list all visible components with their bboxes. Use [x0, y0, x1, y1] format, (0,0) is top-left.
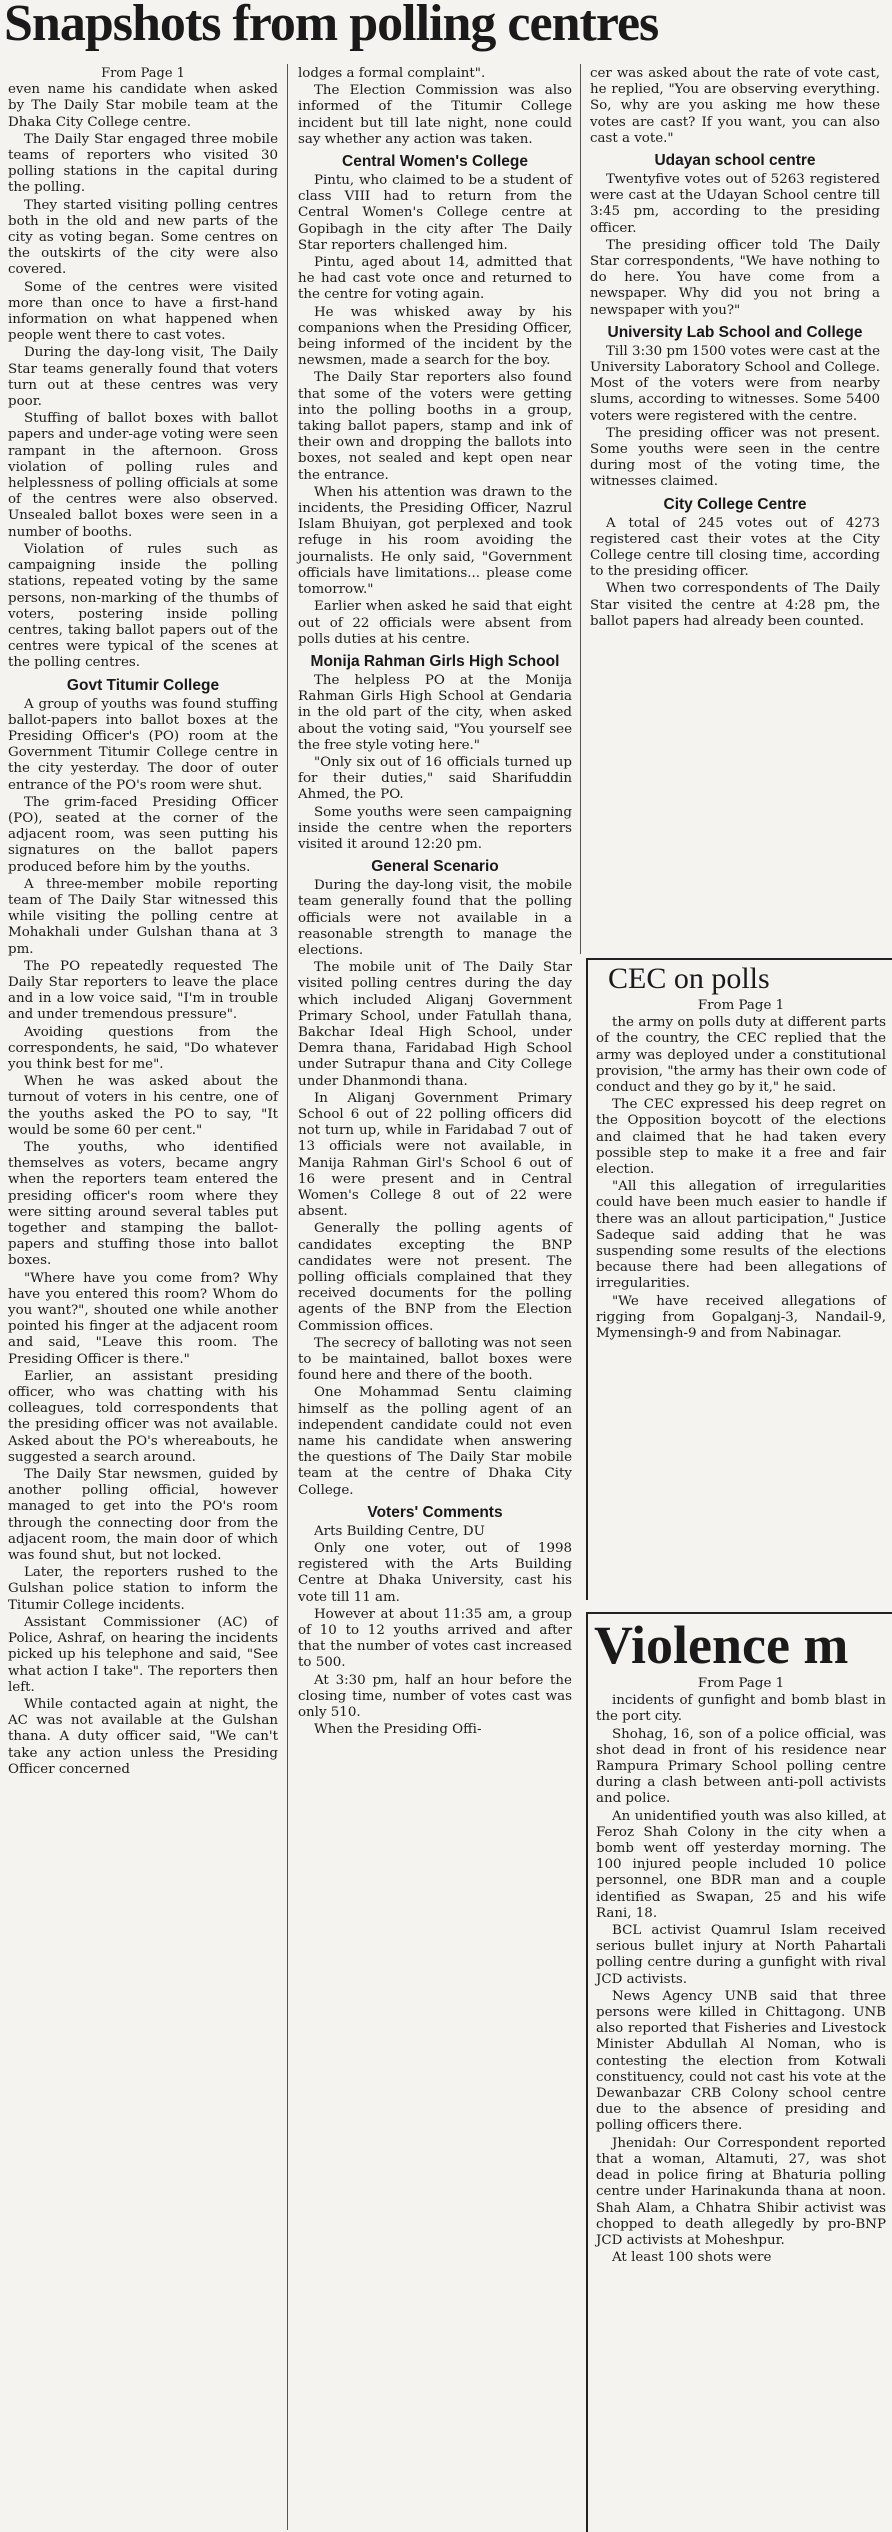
- paragraph: lodges a formal complaint".: [298, 66, 486, 81]
- paragraph: The grim-faced Presiding Officer (PO), seated at the corner of the adjacent room, was seen putting his signatures on the ballot papers produced before him by the youths.: [8, 794, 278, 875]
- subheading: Govt Titumir College: [66, 676, 220, 694]
- subheading: City College Centre: [663, 495, 807, 513]
- paragraph: incidents of gunfight and bomb blast in the port city.: [596, 1693, 886, 1725]
- cec-on-polls-article: [586, 958, 892, 1600]
- paragraph: However at about 11:35 am, a group of 10 to 12 youths arrived and after that the number of votes cast increased to 500.: [298, 1606, 572, 1671]
- article-headline: CEC on polls: [608, 962, 770, 995]
- paragraph: The Daily Star engaged three mobile teams of reporters who visited 30 polling stations in the capital during the polling.: [8, 131, 278, 196]
- paragraph: News Agency UNB said that three persons were killed in Chittagong. UNB also reported that Fisheries and Livestock Minister Abdullah Al Noman, who is contesting the election from Kotwali constituency, could not cast his vote at the Dewanbazar CRB Colony school centre due to the absence of presiding and polling officers there.: [596, 1988, 886, 2134]
- paragraph: "We have received allegations of rigging from Gopalganj-3, Nandail-9, Mymensingh-9 and from Nabinagar.: [596, 1293, 886, 1342]
- paragraph: The secrecy of balloting was not seen to be maintained, ballot boxes were found here and there of the booth.: [298, 1335, 572, 1384]
- paragraph: At least 100 shots were: [612, 2250, 772, 2266]
- column-rule: [287, 64, 288, 2530]
- paragraph: Assistant Commissioner (AC) of Police, Ashraf, on hearing the incidents picked up his telephone and said, "See what action I take". The reporters then left.: [8, 1614, 278, 1695]
- paragraph: "Where have you come from? Why have you entered this room? Whom do you want?", shouted one while another pointed his finger at the adjacent room and said, "Leave this room. The Presiding Officer is there.": [8, 1270, 278, 1367]
- paragraph: He was whisked away by his companions when the Presiding Officer, being informed of the incident by the newsmen, made a search for the boy.: [298, 304, 572, 369]
- paragraph: "Only six out of 16 officials turned up for their duties," said Sharifuddin Ahmed, the PO.: [298, 754, 572, 803]
- paragraph: Shohag, 16, son of a police official, was shot dead in front of his residence near Rampura Primary School polling centre during a clash between anti-poll activists and police.: [596, 1726, 886, 1807]
- paragraph: The Daily Star reporters also found that some of the voters were getting into the polling booths in a group, taking ballot papers, stamp and ink of their own and dropping the ballots into boxes, not sealed and kept open near the entrance.: [298, 370, 572, 483]
- paragraph: Till 3:30 pm 1500 votes were cast at the University Laboratory School and College. Most of the voters were from nearby slums, according to witnesses. Some 5400 voters were registered with the centre.: [590, 343, 880, 424]
- paragraph: Earlier, an assistant presiding officer, who was chatting with his colleagues, told correspondents that the presiding officer was not available. Asked about the PO's whereabouts, he suggested a search around.: [8, 1368, 278, 1465]
- article-column-2: [298, 66, 572, 1740]
- paragraph: The PO repeatedly requested The Daily Star reporters to leave the place and in a low voice said, "I'm in trouble and under tremendous pressure".: [8, 958, 278, 1023]
- paragraph: The Daily Star newsmen, guided by another polling official, however managed to get into the PO's room through the connecting door from the adjacent room, the main door of which was found shut, but not locked.: [8, 1467, 278, 1564]
- paragraph: Jhenidah: Our Correspondent reported that a woman, Altamuti, 27, was shot dead in police firing at Bhaturia polling centre under Harinakunda thana at noon. Shah Alam, a Chhatra Shibir activist was chopped to death allegedly by pro-BNP JCD activists at Moheshpur.: [596, 2135, 886, 2248]
- paragraph: The mobile unit of The Daily Star visited polling centres during the day which included Aliganj Government Primary School, under Fatullah thana, Bakchar Ideal High School, under Demra thana, Faridabad High School under Sutrapur thana and City College under Dhanmondi thana.: [298, 960, 572, 1089]
- continued-from: From Page 1: [101, 66, 185, 81]
- paragraph: While contacted again at night, the AC was not available at the Gulshan thana. A duty officer said, "We can't take any action unless the Presiding Officer concerned: [8, 1696, 278, 1777]
- paragraph: The youths, who identified themselves as voters, became angry when the reporters team entered the presiding officer's room where they were sitting around several tables put together and stamping the ballot-papers and stuffing those into ballot boxes.: [8, 1140, 278, 1269]
- column-rule: [580, 64, 581, 954]
- paragraph: Pintu, who claimed to be a student of class VIII had to return from the Central Women's College centre at Gopibagh in the city after The Daily Star reporters challenged him.: [298, 173, 572, 253]
- paragraph: A three-member mobile reporting team of The Daily Star witnessed this while visiting the polling centre at Mohakhali under Gulshan thana at 3 pm.: [8, 876, 278, 957]
- paragraph: They started visiting polling centres both in the old and new parts of the city as voting began. Some centres on the outskirts of the city were also covered.: [8, 197, 278, 278]
- paragraph: The presiding officer was not present. Some youths were seen in the centre during most of the voting time, the witnesses claimed.: [590, 425, 880, 490]
- paragraph: In Aliganj Government Primary School 6 out of 22 polling officers did not turn up, while in Faridabad 7 out of 13 officials were not available, in Manija Rahman Girl's School 6 out of 16 were present and in Central Women's College 8 out of 22 were absent.: [298, 1090, 572, 1220]
- paragraph: A group of youths was found stuffing ballot-papers into ballot boxes at the Presiding Officer's (PO) room at the Government Titumir College centre in the city yesterday. The door of outer entrance of the PO's room were shut.: [8, 696, 278, 793]
- paragraph: The Election Commission was also informed of the Titumir College incident but till late night, none could say whether any action was taken.: [298, 83, 572, 147]
- article-column-3: [590, 66, 880, 631]
- paragraph: A total of 245 votes out of 4273 registered cast their votes at the City College centre till closing time, according to the presiding officer.: [590, 515, 880, 580]
- paragraph: Only one voter, out of 1998 registered with the Arts Building Centre at Dhaka University, cast his vote till 11 am.: [298, 1541, 572, 1605]
- paragraph: One Mohammad Sentu claiming himself as the polling agent of an independent candidate could not even name his candidate when answering the questions of The Daily Star mobile team at the centre of Dhaka City College.: [298, 1385, 572, 1498]
- subheading: University Lab School and College: [607, 323, 863, 341]
- paragraph: An unidentified youth was also killed, at Feroz Shah Colony in the city when a bomb went off yesterday morning. The 100 injured people included 10 police personnel, one BDR man and a couple identified as Swapan, 25 and his wife Rani, 18.: [596, 1808, 886, 1921]
- paragraph: During the day-long visit, The Daily Star teams generally found that voters turn out at these centres was very poor.: [8, 345, 278, 410]
- continued-from: From Page 1: [697, 998, 785, 1013]
- subheading: Monija Rahman Girls High School: [310, 652, 560, 670]
- paragraph: When the Presiding Offi-: [314, 1722, 482, 1738]
- paragraph: Generally the polling agents of candidates excepting the BNP candidates were not present. The polling officials complained that they received documents for the polling agents of the BNP from the Election Commission offices.: [298, 1221, 572, 1334]
- continued-from: From Page 1: [697, 1676, 785, 1691]
- paragraph: Avoiding questions from the correspondents, he said, "Do whatever you think best for me".: [8, 1024, 278, 1072]
- paragraph: During the day-long visit, the mobile team generally found that the polling officials were not available in a reasonable strength to manage the elections.: [298, 878, 572, 958]
- article-column-1: [8, 66, 278, 1779]
- subheading: General Scenario: [371, 858, 499, 876]
- subheading: Voters' Comments: [367, 1503, 503, 1521]
- paragraph: BCL activist Quamrul Islam received serious bullet injury at North Pahartali polling centre during a gunfight with rival JCD activists.: [596, 1923, 886, 1987]
- paragraph: Arts Building Centre, DU: [314, 1523, 485, 1539]
- paragraph: Twentyfive votes out of 5263 registered were cast at the Udayan School centre till 3:45 pm, according to the presiding officer.: [590, 172, 880, 236]
- paragraph: the army on polls duty at different parts of the country, the CEC replied that the army was deployed under a constitutional provision, "the army has their own code of conduct and they go by it," he said.: [596, 1015, 886, 1096]
- article-headline: Violence m: [594, 1615, 849, 1675]
- paragraph: Pintu, aged about 14, admitted that he had cast vote once and returned to the centre for voting again.: [298, 255, 572, 303]
- paragraph: When his attention was drawn to the incidents, the Presiding Officer, Nazrul Islam Bhuiyan, got perplexed and took refuge in his room avoiding the journalists. He only said, "Government officials have limitations... please come tomorrow.": [298, 484, 572, 598]
- paragraph: "All this allegation of irregularities could have been much easier to handle if there was an allout participation," Justice Sadeque said adding that he was suspending some results of the elections because there had been allegations of irregularities.: [596, 1179, 886, 1292]
- paragraph: Violation of rules such as campaigning inside the polling stations, repeated voting by the same persons, non-marking of the thumbs of voters, postering inside polling centres, taking ballot papers out of the centres were typical of the scenes at the polling centres.: [8, 541, 278, 671]
- paragraph: even name his candidate when asked by The Daily Star mobile team at the Dhaka City College centre.: [8, 82, 278, 130]
- paragraph: Later, the reporters rushed to the Gulshan police station to inform the Titumir College incidents.: [8, 1565, 278, 1613]
- page-headline: Snapshots from polling centres: [4, 0, 659, 52]
- violence-article: [586, 1612, 892, 2532]
- paragraph: Stuffing of ballot boxes with ballot papers and under-age voting were seen rampant in the afternoon. Gross violation of polling rules and helplessness of polling officials at some of the centres were also observed. Unsealed ballot boxes were seen in a number of booths.: [8, 411, 278, 540]
- paragraph: At 3:30 pm, half an hour before the closing time, number of votes cast was only 510.: [298, 1672, 572, 1721]
- paragraph: When he was asked about the turnout of voters in his centre, one of the youths asked the PO to say, "It would be some 60 per cent.": [8, 1074, 278, 1138]
- subheading: Central Women's College: [342, 153, 528, 171]
- paragraph: Earlier when asked he said that eight out of 22 officials were absent from polls duties at his centre.: [298, 599, 572, 647]
- paragraph: The presiding officer told The Daily Star correspondents, "We have nothing to do here. You have come from a newspaper. Why did you not bring a newspaper with you?": [590, 237, 880, 318]
- subheading: Udayan school centre: [654, 152, 816, 170]
- paragraph: The CEC expressed his deep regret on the Opposition boycott of the elections and claimed that he had taken every possible step to make it a free and fair election.: [596, 1097, 886, 1178]
- paragraph: When two correspondents of The Daily Star visited the centre at 4:28 pm, the ballot papers had already been counted.: [590, 581, 880, 629]
- paragraph: The helpless PO at the Monija Rahman Girls High School at Gendaria in the old part of the city, when asked about the voting said, "You yourself see the free style voting here.": [298, 672, 572, 753]
- paragraph: Some of the centres were visited more than once to have a first-hand information on what happened when people went there to cast votes.: [8, 279, 278, 344]
- paragraph: cer was asked about the rate of vote cast, he replied, "You are observing everything. So, why are you asking me how these votes are cast? If you want, you can also cast a vote.": [590, 66, 880, 146]
- paragraph: Some youths were seen campaigning inside the centre when the reporters visited it around 12:20 pm.: [298, 804, 572, 852]
